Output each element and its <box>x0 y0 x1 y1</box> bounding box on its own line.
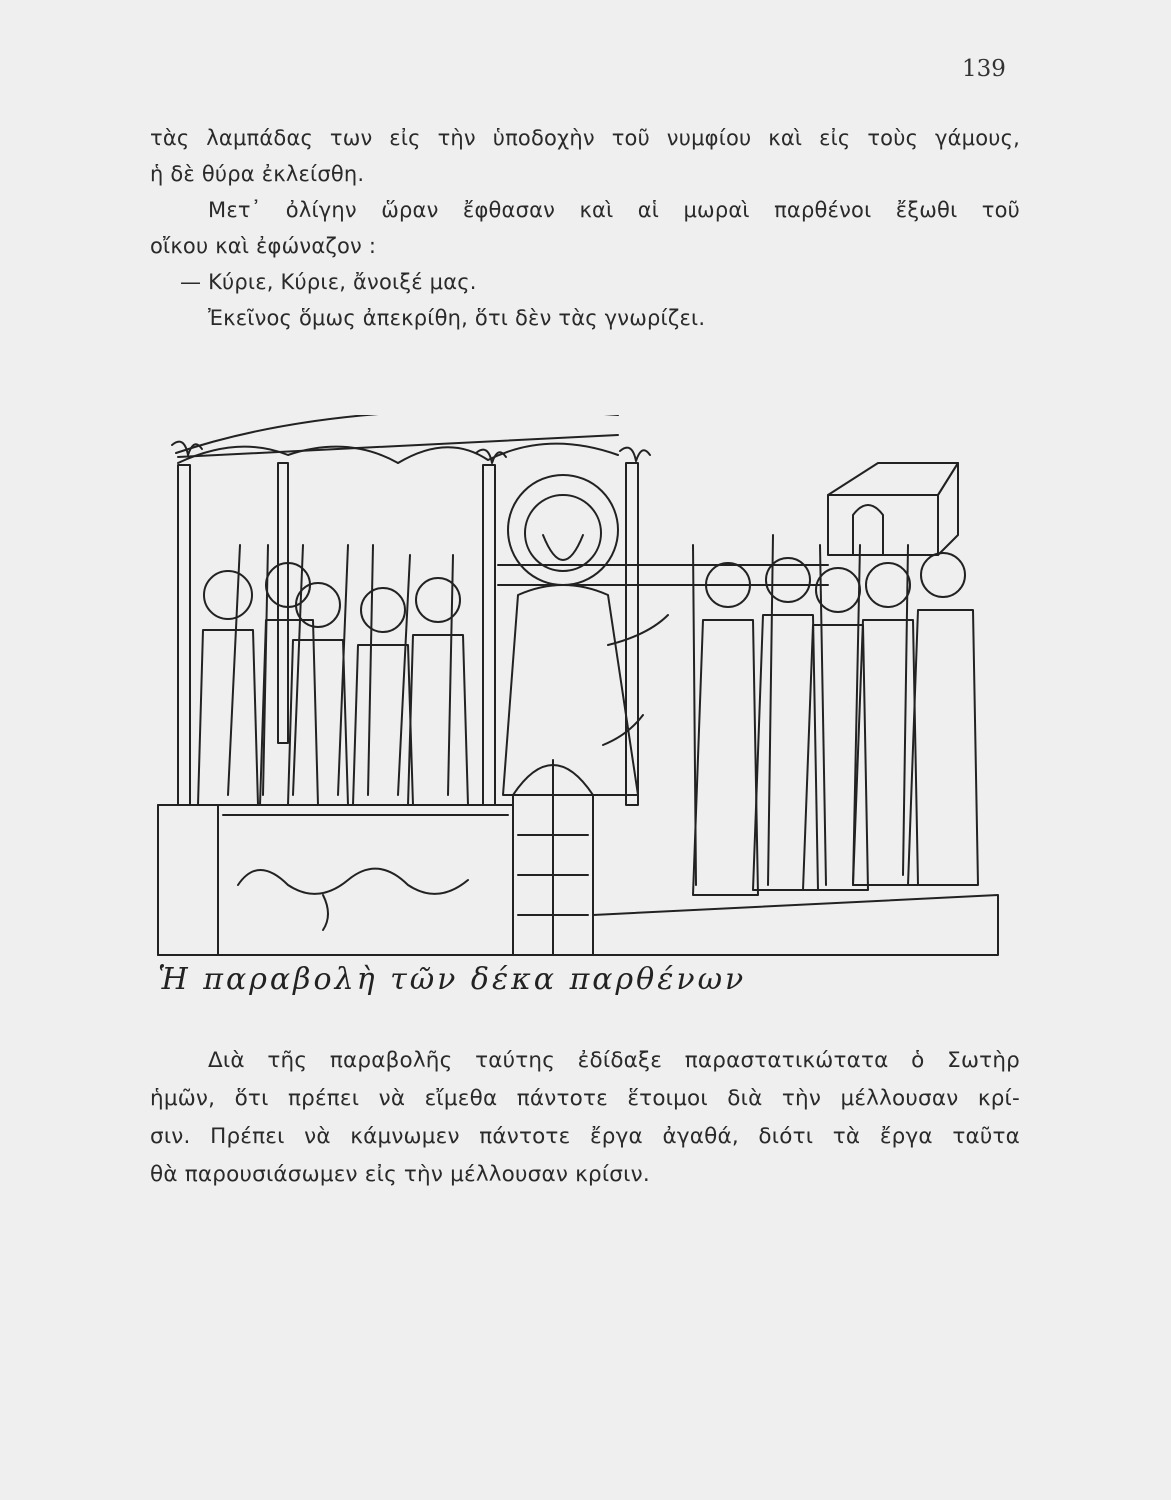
text-line: ἡμῶν, ὅτι πρέπει νὰ εἴμεθα πάντοτε ἕτοιμοι διὰ τὴν μέλλουσαν κρί- <box>150 1086 1020 1111</box>
text-line: οἴκου καὶ ἐφώναζον : <box>150 234 377 258</box>
text-line: Ἐκεῖνος ὅμως ἀπεκρίθη, ὅτι δὲν τὰς γνωρίζει. <box>208 306 706 330</box>
top-paragraph <box>150 120 1020 336</box>
page-number: 139 <box>962 56 1006 82</box>
text-line: τὰς λαμπάδας των εἰς τὴν ὑποδοχὴν τοῦ νυμφίου καὶ εἰς τοὺς γάμους, <box>150 126 1020 150</box>
text-line: — Κύριε, Κύριε, ἄνοιξέ μας. <box>180 270 477 294</box>
text-line: ἡ δὲ θύρα ἐκλείσθη. <box>150 162 365 186</box>
text-line: σιν. Πρέπει νὰ κάμνωμεν πάντοτε ἔργα ἀγαθά, διότι τὰ ἔργα ταῦτα <box>150 1124 1020 1149</box>
text-line: Μετ᾽ ὀλίγην ὥραν ἔφθασαν καὶ αἱ μωραὶ παρθένοι ἔξωθι τοῦ <box>208 198 1020 222</box>
bottom-paragraph <box>150 1042 1020 1194</box>
parable-illustration <box>148 415 1028 1005</box>
text-line: θὰ παρουσιάσωμεν εἰς τὴν μέλλουσαν κρίσιν. <box>150 1162 650 1187</box>
text-line: Διὰ τῆς παραβολῆς ταύτης ἐδίδαξε παραστατικώτατα ὁ Σωτὴρ <box>208 1048 1020 1073</box>
illustration-caption: Ἡ παραβολὴ τῶν δέκα παρθένων <box>158 962 747 997</box>
